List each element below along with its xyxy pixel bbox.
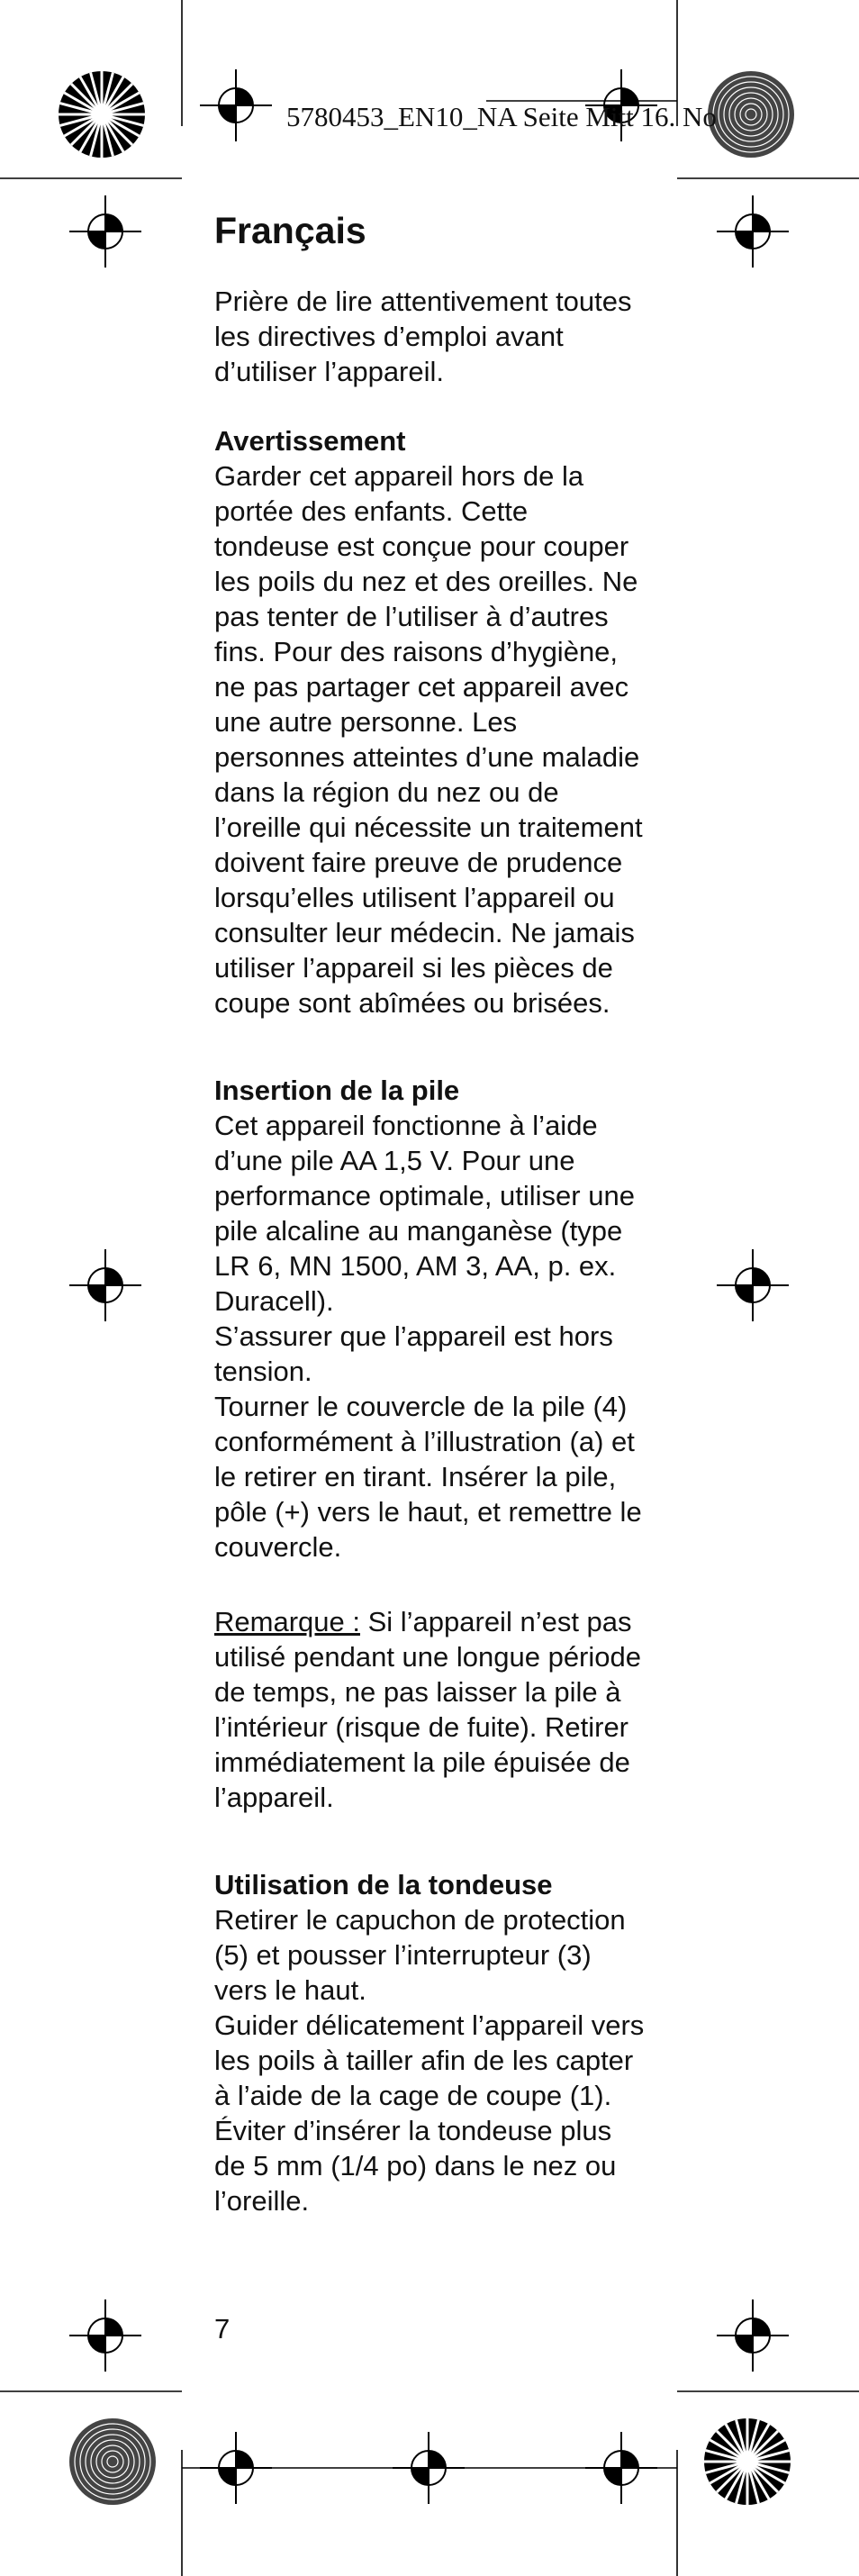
page-number: 7	[214, 2313, 231, 2345]
battery-heading: Insertion de la pile	[214, 1075, 460, 1107]
print-slug: 5780453_EN10_NA Seite Mitt 16. No	[286, 101, 717, 132]
warning-paragraph: Garder cet appareil hors de la portée des enfants. Cette tondeuse est conçue pour couper les poils du nez et des oreilles. Ne pas tenter de l’utiliser à d’autres fins. Pour des raisons d’hygiène, ne pas partager cet appareil avec une autre personne. Les personnes atteintes d’une maladie dans la région du nez ou de l’oreille qui nécessite un traitement doivent faire preuve de prudence lorsqu’elles utilisent l’appareil ou consulter leur médecin. Ne jamais utiliser l’appareil si les pièces de coupe sont abîmées ou brisées.	[214, 460, 643, 1020]
document-body	[214, 209, 647, 2218]
usage-paragraph-1: Retirer le capuchon de protection (5) et pousser l’interrupteur (3) vers le haut.	[214, 1904, 626, 2007]
usage-paragraph-3: Éviter d’insérer la tondeuse plus de 5 mm (1/4 po) dans le nez ou l’oreille.	[214, 2115, 617, 2218]
battery-paragraph-2: S’assurer que l’appareil est hors tension.	[214, 1320, 613, 1388]
battery-paragraph-1: Cet appareil fonctionne à l’aide d’une pile AA 1,5 V. Pour une performance optimale, utiliser une pile alcaline au manganèse (type LR 6, MN 1500, AM 3, AA, p. ex. Duracell).	[214, 1110, 635, 1318]
note-label: Remarque :	[214, 1606, 360, 1638]
battery-paragraph-3: Tourner le couvercle de la pile (4) conformément à l’illustration (a) et le retirer en tirant. Insérer la pile, pôle (+) vers le haut, et remettre le couvercle.	[214, 1391, 642, 1564]
warning-heading: Avertissement	[214, 425, 406, 458]
language-title: Français	[214, 210, 366, 251]
usage-paragraph-2: Guider délicatement l’appareil vers les poils à tailler afin de les capter à l’aide de la cage de coupe (1).	[214, 2009, 645, 2112]
note-text: Si l’appareil n’est pas utilisé pendant une longue période de temps, ne pas laisser la pile à l’intérieur (risque de fuite). Retirer immédiatement la pile épuisée de l’appareil.	[214, 1606, 641, 1814]
starburst-mark-top-left	[59, 71, 145, 158]
note-paragraph	[214, 1604, 647, 1815]
usage-heading: Utilisation de la tondeuse	[214, 1869, 553, 1901]
intro-paragraph: Prière de lire attentivement toutes les directives d’emploi avant d’utiliser l’appareil.	[214, 286, 632, 388]
ring-mark-top-right	[708, 71, 794, 158]
